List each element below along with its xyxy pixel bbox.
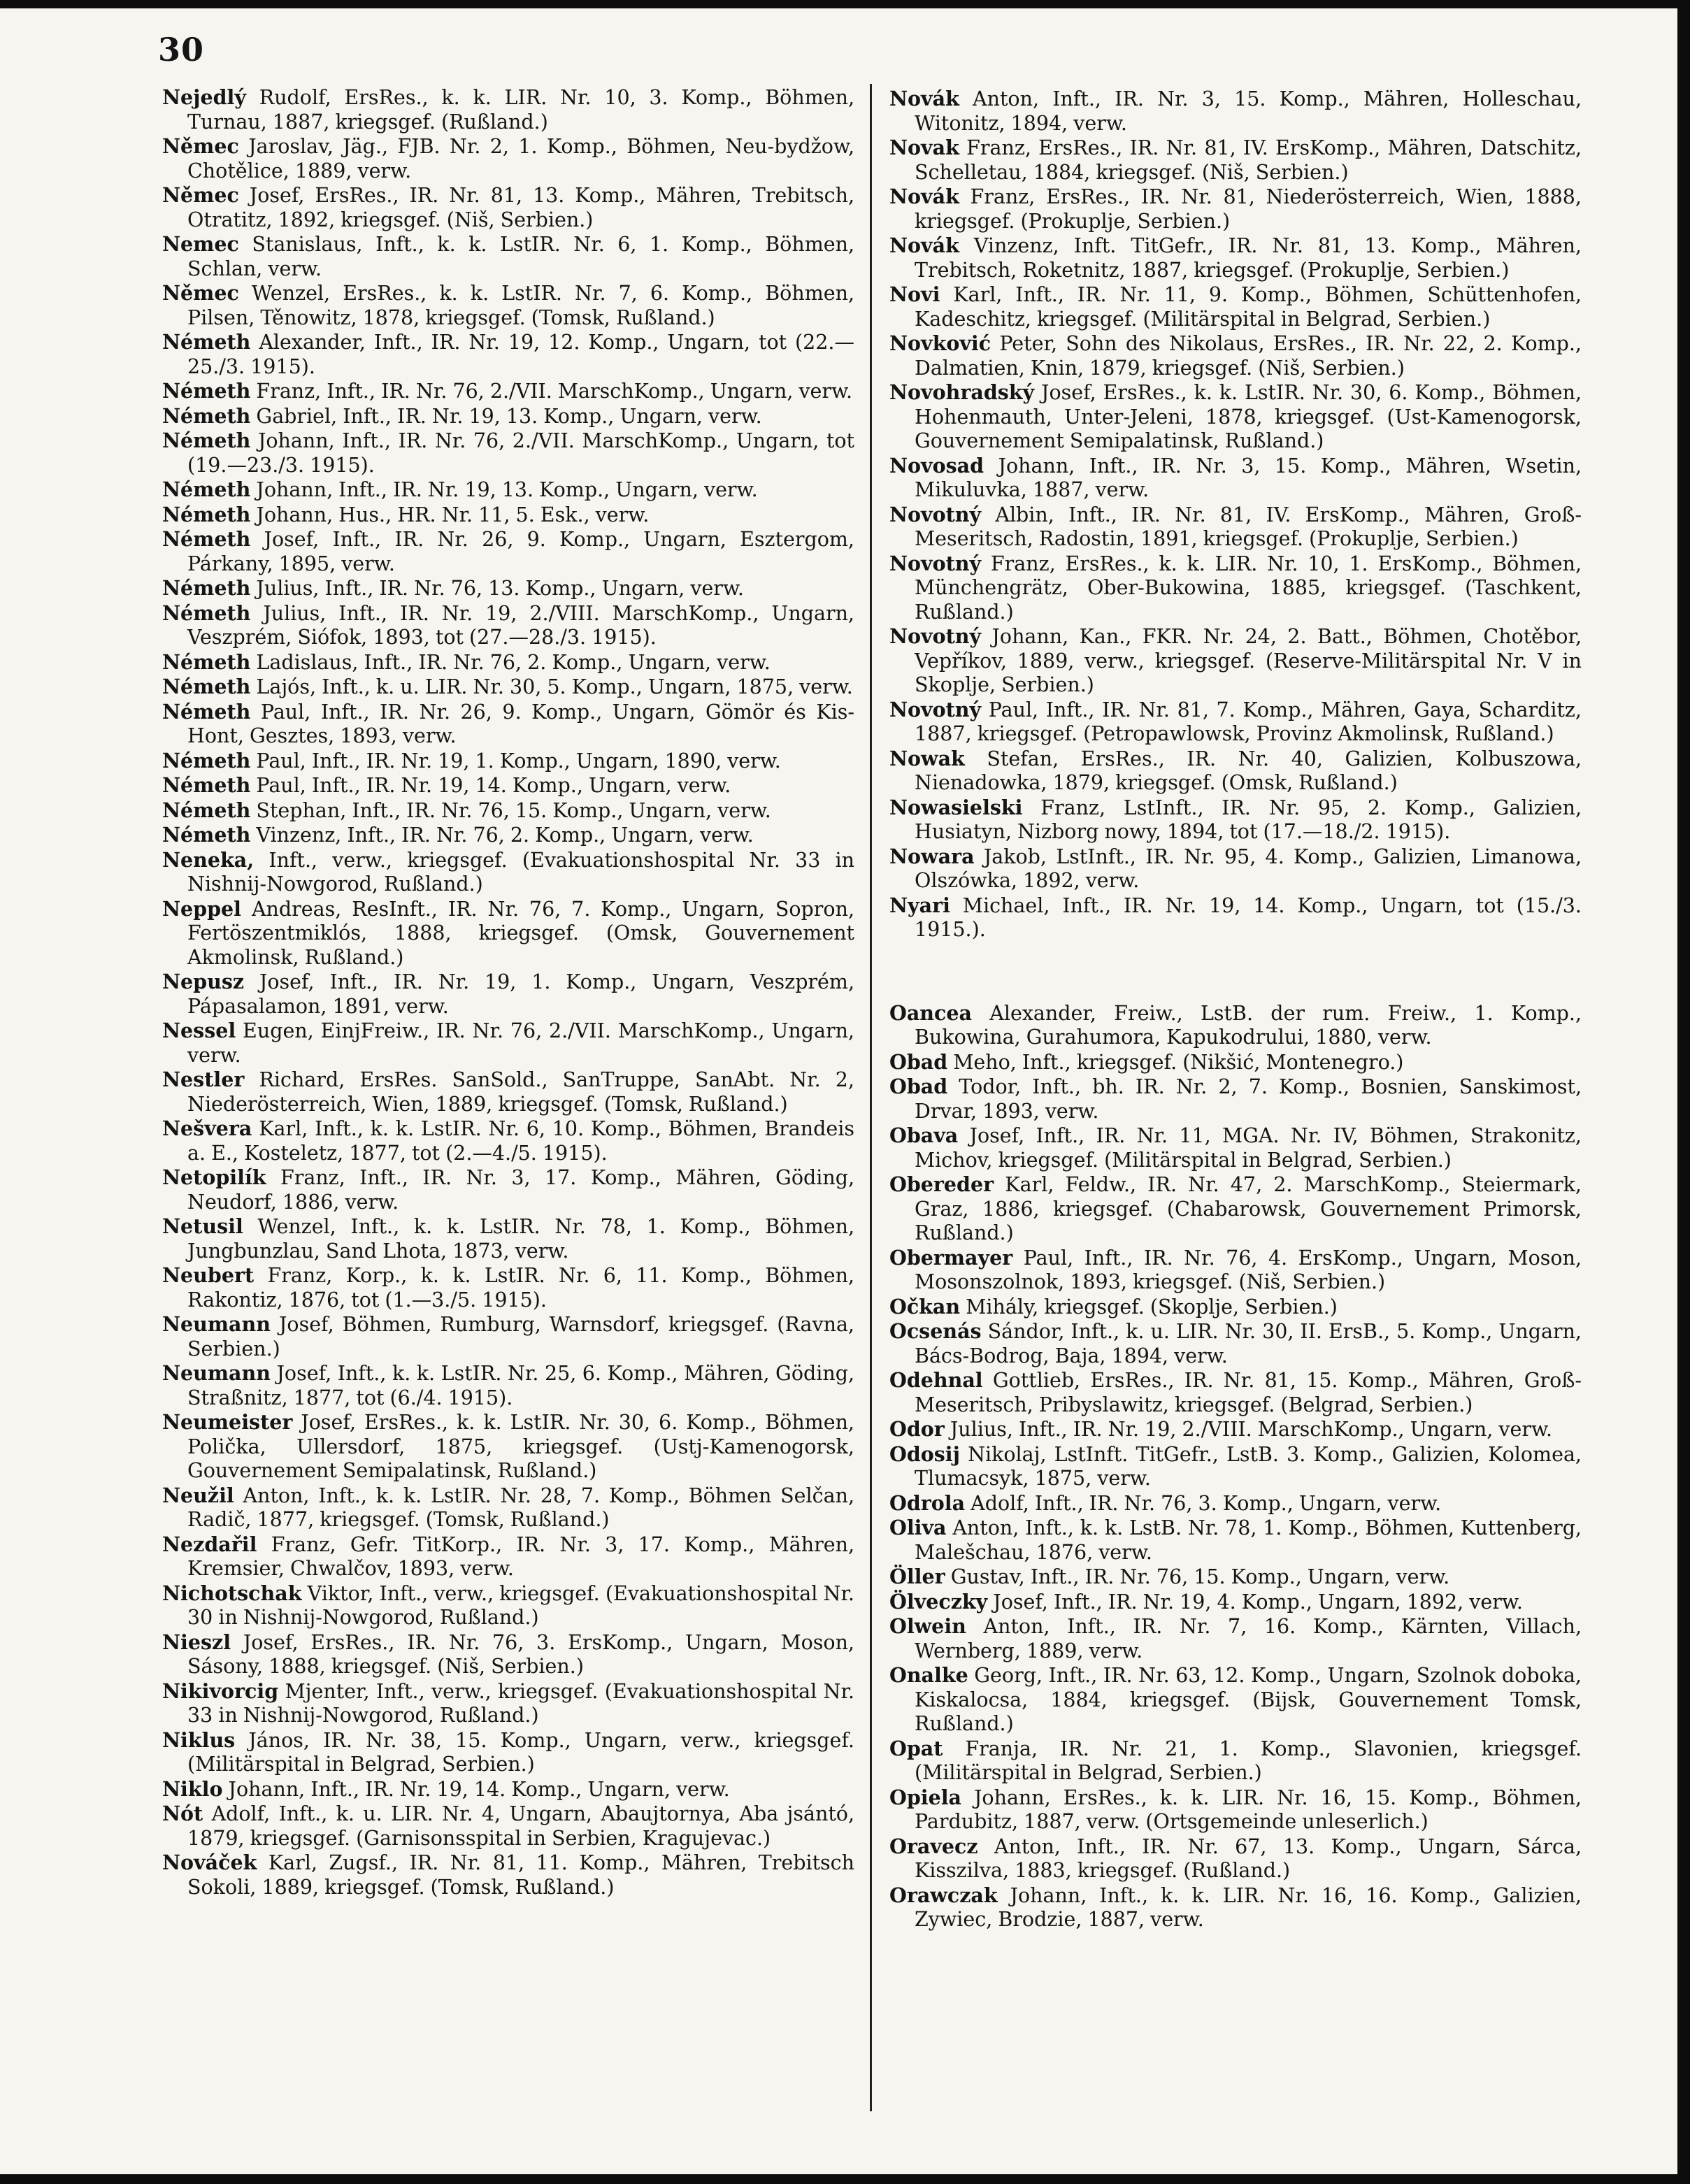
casualty-entry — [162, 773, 854, 798]
entry-surname: Novák — [889, 234, 959, 257]
entry-surname: Novak — [889, 136, 959, 159]
entry-details: Anton, Inft., IR. Nr. 67, 13. Komp., Ungarn, Sárca, Kisszilva, 1883, kriegsgef. (Rußland.) — [915, 1834, 1582, 1882]
entry-surname: Oravecz — [889, 1834, 978, 1858]
entry-surname: Németh — [162, 675, 251, 698]
entry-surname: Novotný — [889, 624, 982, 648]
entry-surname: Novković — [889, 331, 991, 355]
casualty-entry — [162, 477, 854, 503]
entry-surname: Opat — [889, 1736, 943, 1760]
entry-details: Meho, Inft., kriegsgef. (Nikšić, Montenegro.) — [953, 1050, 1404, 1074]
entry-surname: Neumann — [162, 1312, 271, 1336]
casualty-entry — [889, 1172, 1582, 1246]
casualty-entry — [889, 1590, 1582, 1615]
entry-details: Karl, Inft., k. k. LstIR. Nr. 6, 10. Komp., Böhmen, Brandeis a. E., Kosteletz, 1877, tot (2.—4./5. 1915). — [187, 1117, 854, 1165]
casualty-entry — [162, 1483, 854, 1532]
entry-surname: Novotný — [889, 697, 982, 721]
casualty-entry — [889, 1883, 1582, 1932]
casualty-entry — [162, 1263, 854, 1312]
entry-surname: Németh — [162, 477, 251, 501]
entry-details: Michael, Inft., IR. Nr. 19, 14. Komp., Ungarn, tot (15./3. 1915.). — [915, 893, 1582, 941]
entry-details: Wenzel, ErsRes., k. k. LstIR. Nr. 7, 6. Komp., Böhmen, Pilsen, Těnowitz, 1878, kriegsgef. (Tomsk, Rußland.) — [187, 282, 854, 329]
entry-surname: Nezdařil — [162, 1532, 257, 1556]
entry-details: Franz, LstInft., IR. Nr. 95, 2. Komp., Galizien, Husiatyn, Nizborg nowy, 1894, tot (17.—18./2. 1915). — [915, 796, 1582, 843]
entry-surname: Nemec — [162, 232, 239, 256]
entry-details: Paul, Inft., IR. Nr. 76, 4. ErsKomp., Ungarn, Moson, Mosonszolnok, 1893, kriegsgef. (Niš, Serbien.) — [915, 1246, 1582, 1293]
casualty-entry — [162, 970, 854, 1019]
casualty-entry — [889, 893, 1582, 942]
casualty-entry — [162, 700, 854, 749]
column-divider — [870, 84, 872, 2111]
entry-surname: Opiela — [889, 1785, 962, 1809]
entry-details: Karl, Zugsf., IR. Nr. 81, 11. Komp., Mähren, Trebitsch Sokoli, 1889, kriegsgef. (Tomsk, Rußland.) — [187, 1851, 854, 1899]
entry-details: Gottlieb, ErsRes., IR. Nr. 81, 15. Komp., Mähren, Groß-Meseritsch, Pribyslawitz, kriegsgef. (Belgrad, Serbien.) — [915, 1369, 1582, 1416]
casualty-entry — [162, 1630, 854, 1679]
entry-surname: Nejedlý — [162, 85, 246, 109]
entry-surname: Németh — [162, 527, 251, 551]
casualty-entry — [162, 527, 854, 576]
entry-details: Johann, ErsRes., k. k. LIR. Nr. 16, 15. Komp., Böhmen, Pardubitz, 1887, verw. (Ortsgemeinde unleserlich.) — [915, 1786, 1582, 1833]
casualty-entry — [162, 232, 854, 281]
casualty-entry — [162, 848, 854, 897]
entry-surname: Nieszl — [162, 1630, 231, 1654]
entry-surname: Ölveczky — [889, 1589, 988, 1614]
entry-details: Mihály, kriegsgef. (Skoplje, Serbien.) — [966, 1295, 1338, 1319]
casualty-entry — [889, 1123, 1582, 1172]
entry-details: Stanislaus, Inft., k. k. LstIR. Nr. 6, 1. Komp., Böhmen, Schlan, verw. — [187, 233, 855, 280]
entry-surname: Ocsenás — [889, 1319, 982, 1343]
casualty-entry — [889, 1246, 1582, 1295]
entry-details: Gustav, Inft., IR. Nr. 76, 15. Komp., Ungarn, verw. — [950, 1565, 1450, 1588]
entry-details: Stephan, Inft., IR. Nr. 76, 15. Komp., Ungarn, verw. — [256, 798, 771, 822]
casualty-entry — [162, 1214, 854, 1263]
entry-details: Paul, Inft., IR. Nr. 26, 9. Komp., Ungarn, Gömör és Kis-Hont, Gesztes, 1893, verw. — [187, 700, 854, 747]
entry-surname: Neumeister — [162, 1410, 293, 1434]
entry-surname: Němec — [162, 134, 239, 158]
entry-surname: Niklus — [162, 1727, 236, 1752]
entry-surname: Očkan — [889, 1294, 961, 1319]
entry-details: Julius, Inft., IR. Nr. 76, 13. Komp., Ungarn, verw. — [256, 577, 744, 600]
casualty-entry — [889, 136, 1582, 185]
entry-surname: Olwein — [889, 1614, 966, 1638]
entry-details: Mjenter, Inft., verw., kriegsgef. (Evakuationshospital Nr. 33 in Nishnij-Nowgorod, Rußland.) — [187, 1679, 854, 1727]
casualty-entry — [889, 747, 1582, 796]
entry-surname: Németh — [162, 798, 251, 822]
entry-surname: Odor — [889, 1417, 945, 1441]
casualty-entry — [162, 134, 854, 183]
casualty-entry — [889, 1516, 1582, 1565]
entry-details: Anton, Inft., k. k. LstB. Nr. 78, 1. Komp., Böhmen, Kuttenberg, Malešchau, 1876, verw. — [915, 1516, 1582, 1564]
casualty-entry — [889, 1491, 1582, 1516]
casualty-entry — [889, 282, 1582, 331]
casualty-entry — [889, 503, 1582, 552]
entry-details: Richard, ErsRes. SanSold., SanTruppe, SanAbt. Nr. 2, Niederösterreich, Wien, 1889, kriegsgef. (Tomsk, Rußland.) — [187, 1068, 854, 1116]
casualty-entry — [889, 845, 1582, 893]
entry-details: Anton, Inft., IR. Nr. 7, 16. Komp., Kärnten, Villach, Wernberg, 1889, verw. — [915, 1615, 1582, 1662]
entry-details: Franz, ErsRes., IR. Nr. 81, IV. ErsKomp., Mähren, Datschitz, Schelletau, 1884, kriegsgef. (Niš, Serbien.) — [915, 136, 1582, 184]
entry-surname: Nyari — [889, 893, 950, 917]
entry-details: Alexander, Freiw., LstB. der rum. Freiw., 1. Komp., Bukowina, Gurahumora, Kapukodrului, 1880, verw. — [915, 1001, 1582, 1049]
casualty-entry — [162, 798, 854, 824]
entry-details: Jaroslav, Jäg., FJB. Nr. 2, 1. Komp., Böhmen, Neu-bydžow, Chotělice, 1889, verw. — [187, 135, 855, 182]
entry-details: Lajós, Inft., k. u. LIR. Nr. 30, 5. Komp., Ungarn, 1875, verw. — [256, 675, 853, 698]
entry-surname: Nót — [162, 1802, 203, 1825]
entry-details: Adolf, Inft., k. u. LIR. Nr. 4, Ungarn, Abaujtornya, Aba jsántó, 1879, kriegsgef. (Garnisonsspital in Serbien, Kragujevac.) — [187, 1802, 855, 1850]
entry-surname: Nepusz — [162, 970, 245, 993]
entry-details: Josef, Inft., IR. Nr. 26, 9. Komp., Ungarn, Esztergom, Párkany, 1895, verw. — [187, 528, 854, 575]
entry-surname: Neppel — [162, 896, 241, 921]
entry-details: Alexander, Inft., IR. Nr. 19, 12. Komp., Ungarn, tot (22.—25./3. 1915). — [187, 331, 854, 378]
entry-surname: Nowasielski — [889, 795, 1023, 819]
casualty-entry — [162, 1802, 854, 1851]
casualty-entry — [889, 1075, 1582, 1123]
entry-surname: Novi — [889, 282, 940, 306]
casualty-entry — [162, 1532, 854, 1581]
entry-details: Josef, ErsRes., IR. Nr. 81, 13. Komp., Mähren, Trebitsch, Otratitz, 1892, kriegsgef. (Niš, Serbien.) — [187, 184, 855, 231]
entry-surname: Orawczak — [889, 1883, 998, 1907]
entry-details: Wenzel, Inft., k. k. LstIR. Nr. 78, 1. Komp., Böhmen, Jungbunzlau, Sand Lhota, 1873, verw. — [187, 1215, 855, 1263]
scan-border-right — [1677, 0, 1690, 2184]
scan-border-bottom — [0, 2174, 1690, 2184]
entry-surname: Novák — [889, 185, 959, 208]
entry-surname: Obad — [889, 1075, 948, 1098]
casualty-entry — [162, 1068, 854, 1116]
entry-details: Franz, Gefr. TitKorp., IR. Nr. 3, 17. Komp., Mähren, Kremsier, Chwalčov, 1893, verw. — [187, 1532, 855, 1580]
casualty-entry — [162, 675, 854, 700]
entry-details: Julius, Inft., IR. Nr. 19, 2./VIII. MarschKomp., Ungarn, Veszprém, Siófok, 1893, tot (27.—28./3. 1915). — [187, 601, 854, 649]
casualty-entry — [162, 330, 854, 379]
entry-surname: Neumann — [162, 1361, 271, 1385]
casualty-entry — [889, 1565, 1582, 1590]
entry-details: Franz, ErsRes., IR. Nr. 81, Niederösterreich, Wien, 1888, kriegsgef. (Prokuplje, Serbien.) — [915, 185, 1582, 233]
entry-surname: Németh — [162, 429, 251, 452]
entry-surname: Onalke — [889, 1663, 968, 1687]
entry-surname: Novotný — [889, 551, 982, 575]
entry-surname: Németh — [162, 748, 251, 773]
entry-surname: Nessel — [162, 1019, 236, 1042]
entry-details: Inft., verw., kriegsgef. (Evakuationshospital Nr. 33 in Nishnij-Nowgorod, Rußland.) — [187, 848, 854, 896]
entry-details: Johann, Hus., HR. Nr. 11, 5. Esk., verw. — [256, 503, 650, 526]
entry-surname: Obad — [889, 1049, 948, 1074]
casualty-entry — [162, 379, 854, 404]
entry-details: Johann, Inft., IR. Nr. 19, 14. Komp., Ungarn, verw. — [228, 1777, 730, 1801]
entry-surname: Neubert — [162, 1263, 255, 1287]
entry-surname: Odrola — [889, 1490, 966, 1515]
casualty-entry — [162, 1410, 854, 1483]
entry-details: Karl, Inft., IR. Nr. 11, 9. Komp., Böhmen, Schüttenhofen, Kadeschitz, kriegsgef. (Militärspital in Belgrad, Serbien.) — [915, 283, 1582, 331]
entry-details: Stefan, ErsRes., IR. Nr. 40, Galizien, Kolbuszowa, Nienadowka, 1879, kriegsgef. (Omsk, Rußland.) — [915, 747, 1582, 794]
entry-surname: Obermayer — [889, 1245, 1013, 1270]
entry-surname: Nešvera — [162, 1116, 252, 1140]
entry-details: Johann, Inft., k. k. LIR. Nr. 16, 16. Komp., Galizien, Zywiec, Brodzie, 1887, verw. — [915, 1883, 1582, 1931]
entry-details: Josef, Inft., IR. Nr. 19, 4. Komp., Ungarn, 1892, verw. — [993, 1590, 1523, 1614]
entry-details: Johann, Inft., IR. Nr. 3, 15. Komp., Mähren, Wsetin, Mikuluvka, 1887, verw. — [915, 454, 1582, 501]
entry-details: Vinzenz, Inft. TitGefr., IR. Nr. 81, 13. Komp., Mähren, Trebitsch, Roketnitz, 1887, kriegsgef. (Prokuplje, Serbien.) — [915, 234, 1582, 282]
entry-surname: Nestler — [162, 1068, 245, 1091]
casualty-entry — [889, 1319, 1582, 1368]
entry-surname: Németh — [162, 649, 251, 674]
entry-details: Andreas, ResInft., IR. Nr. 76, 7. Komp., Ungarn, Sopron, Fertöszentmiklós, 1888, kriegsgef. (Omsk, Gouvernement Akmolinsk, Rußland.) — [187, 897, 854, 969]
entry-details: Gabriel, Inft., IR. Nr. 19, 13. Komp., Ungarn, verw. — [256, 404, 762, 428]
casualty-entry — [889, 380, 1582, 454]
entry-details: Karl, Feldw., IR. Nr. 47, 2. MarschKomp., Steiermark, Graz, 1886, kriegsgef. (Chabarowsk, Gouvernement Primorsk, Rußland.) — [915, 1173, 1582, 1244]
casualty-entry — [162, 601, 854, 650]
entry-details: Eugen, EinjFreiw., IR. Nr. 76, 2./VII. MarschKomp., Ungarn, verw. — [187, 1019, 854, 1067]
entry-details: Johann, Inft., IR. Nr. 76, 2./VII. MarschKomp., Ungarn, tot (19.—23./3. 1915). — [187, 429, 854, 477]
casualty-entry — [162, 1312, 854, 1361]
entry-surname: Odehnal — [889, 1368, 983, 1392]
casualty-entry — [162, 749, 854, 774]
casualty-entry — [162, 404, 854, 429]
casualty-entry — [162, 1361, 854, 1410]
entry-details: Viktor, Inft., verw., kriegsgef. (Evakuationshospital Nr. 30 in Nishnij-Nowgorod, Rußland.) — [187, 1581, 854, 1629]
casualty-entry — [889, 1663, 1582, 1737]
entry-surname: Netopilík — [162, 1165, 266, 1189]
page-number: 30 — [158, 31, 205, 69]
casualty-entry — [162, 85, 854, 134]
entry-surname: Neneka, — [162, 847, 255, 872]
casualty-entry — [889, 1614, 1582, 1663]
casualty-entry — [162, 1777, 854, 1802]
entry-surname: Németh — [162, 576, 251, 600]
casualty-entry — [889, 1834, 1582, 1883]
entry-surname: Odosij — [889, 1442, 960, 1466]
casualty-entry — [889, 1442, 1582, 1491]
entry-details: Adolf, Inft., IR. Nr. 76, 3. Komp., Ungarn, verw. — [971, 1491, 1442, 1515]
scan-border-top — [0, 0, 1690, 8]
entry-surname: Novotný — [889, 502, 982, 526]
casualty-entry — [889, 796, 1582, 845]
entry-surname: Oliva — [889, 1516, 947, 1539]
casualty-entry — [162, 576, 854, 601]
entry-surname: Németh — [162, 502, 251, 526]
entry-surname: Nowara — [889, 844, 975, 868]
casualty-entry — [889, 698, 1582, 747]
entry-details: János, IR. Nr. 38, 15. Komp., Ungarn, verw., kriegsgef. (Militärspital in Belgrad, Serbien.) — [187, 1728, 854, 1776]
entry-details: Georg, Inft., IR. Nr. 63, 12. Komp., Ungarn, Szolnok doboka, Kiskalocsa, 1884, kriegsgef. (Bijsk, Gouvernement Tomsk, Rußland.) — [915, 1664, 1582, 1735]
entry-surname: Novosad — [889, 453, 984, 477]
casualty-entry — [889, 1737, 1582, 1786]
entry-surname: Öller — [889, 1565, 945, 1588]
casualty-entry — [889, 624, 1582, 698]
entry-details: Josef, Inft., IR. Nr. 19, 1. Komp., Ungarn, Veszprém, Pápasalamon, 1891, verw. — [187, 970, 855, 1018]
casualty-entry — [162, 183, 854, 232]
entry-details: Franz, Inft., IR. Nr. 3, 17. Komp., Mähren, Göding, Neudorf, 1886, verw. — [187, 1166, 854, 1214]
entry-details: Todor, Inft., bh. IR. Nr. 2, 7. Komp., Bosnien, Sanskimost, Drvar, 1893, verw. — [915, 1075, 1582, 1123]
entry-surname: Németh — [162, 601, 251, 625]
casualty-entry — [889, 1417, 1582, 1442]
entry-details: Jakob, LstInft., IR. Nr. 95, 4. Komp., Galizien, Limanowa, Olszówka, 1892, verw. — [915, 845, 1582, 892]
casualty-entry — [162, 429, 854, 477]
entry-details: Paul, Inft., IR. Nr. 81, 7. Komp., Mähren, Gaya, Scharditz, 1887, kriegsgef. (Petropawlowsk, Provinz Akmolinsk, Rußland.) — [915, 698, 1582, 745]
casualty-entry — [889, 454, 1582, 503]
entry-details: Josef, Inft., k. k. LstIR. Nr. 25, 6. Komp., Mähren, Göding, Straßnitz, 1877, tot (6./4. 1915). — [187, 1362, 855, 1409]
entry-surname: Neužil — [162, 1483, 234, 1507]
entry-details: Josef, ErsRes., k. k. LstIR. Nr. 30, 6. Komp., Böhmen, Polička, Ullersdorf, 1875, kriegsgef. (Ustj-Kamenogorsk, Gouvernement Semipalatinsk, Rußland.) — [187, 1411, 854, 1482]
casualty-entry — [162, 823, 854, 848]
entry-surname: Nikivorcig — [162, 1679, 279, 1703]
entries-o-section — [889, 1001, 1582, 1932]
casualty-entry — [162, 1581, 854, 1630]
casualty-entry — [162, 1679, 854, 1728]
casualty-entry — [889, 552, 1582, 625]
entry-details: Julius, Inft., IR. Nr. 19, 2./VIII. MarschKomp., Ungarn, verw. — [950, 1418, 1553, 1441]
entry-details: Paul, Inft., IR. Nr. 19, 14. Komp., Ungarn, verw. — [256, 774, 731, 797]
entry-details: Vinzenz, Inft., IR. Nr. 76, 2. Komp., Ungarn, verw. — [256, 824, 754, 847]
entry-details: Franz, ErsRes., k. k. LIR. Nr. 10, 1. ErsKomp., Böhmen, Münchengrätz, Ober-Bukowina, 1885, kriegsgef. (Taschkent, Rußland.) — [915, 552, 1582, 624]
casualty-entry — [889, 87, 1582, 136]
casualty-entry — [889, 1050, 1582, 1075]
casualty-entry — [889, 234, 1582, 282]
entry-surname: Németh — [162, 699, 251, 724]
casualty-entry — [162, 281, 854, 330]
section-gap — [889, 942, 1582, 1001]
entry-surname: Oancea — [889, 1000, 972, 1025]
entry-details: Nikolaj, LstInft. TitGefr., LstB. 3. Komp., Galizien, Kolomea, Tlumacsyk, 1875, verw. — [915, 1442, 1582, 1490]
casualty-entry — [889, 1295, 1582, 1320]
casualty-entry — [162, 1116, 854, 1165]
left-column — [162, 85, 854, 1899]
entry-surname: Novák — [889, 87, 959, 110]
entry-surname: Němec — [162, 281, 239, 305]
entry-surname: Németh — [162, 773, 251, 797]
entry-surname: Netusil — [162, 1214, 243, 1238]
entry-surname: Németh — [162, 823, 251, 847]
entry-details: Anton, Inft., k. k. LstIR. Nr. 28, 7. Komp., Böhmen Selčan, Radič, 1877, kriegsgef. (Tomsk, Rußland.) — [187, 1483, 855, 1531]
entry-details: Sándor, Inft., k. u. LIR. Nr. 30, II. ErsB., 5. Komp., Ungarn, Bács-Bodrog, Baja, 1894, verw. — [915, 1320, 1582, 1367]
casualty-entry — [162, 1851, 854, 1899]
casualty-entry — [162, 1728, 854, 1777]
entry-surname: Nowak — [889, 746, 965, 770]
entry-details: Peter, Sohn des Nikolaus, ErsRes., IR. Nr. 22, 2. Komp., Dalmatien, Knin, 1879, kriegsgef. (Niš, Serbien.) — [915, 332, 1582, 380]
entry-surname: Németh — [162, 403, 251, 428]
entry-details: Albin, Inft., IR. Nr. 81, IV. ErsKomp., Mähren, Groß-Meseritsch, Radostin, 1891, kriegsgef. (Prokuplje, Serbien.) — [915, 503, 1582, 550]
entry-surname: Novohradský — [889, 380, 1035, 404]
entry-details: Paul, Inft., IR. Nr. 19, 1. Komp., Ungarn, 1890, verw. — [256, 749, 781, 773]
entry-details: Johann, Inft., IR. Nr. 19, 13. Komp., Ungarn, verw. — [256, 478, 758, 501]
entry-details: Josef, ErsRes., k. k. LstIR. Nr. 30, 6. Komp., Böhmen, Hohenmauth, Unter-Jeleni, 1878, kriegsgef. (Ust-Kamenogorsk, Gouvernement Semipalatinsk, Rußland.) — [915, 381, 1582, 452]
entry-details: Anton, Inft., IR. Nr. 3, 15. Komp., Mähren, Holleschau, Witonitz, 1894, verw. — [915, 87, 1582, 135]
entry-details: Josef, Inft., IR. Nr. 11, MGA. Nr. IV, Böhmen, Strakonitz, Michov, kriegsgef. (Militärspital in Belgrad, Serbien.) — [915, 1124, 1582, 1172]
casualty-entry — [162, 503, 854, 528]
casualty-entry — [162, 1165, 854, 1214]
casualty-entry — [889, 1001, 1582, 1050]
casualty-entry — [889, 1786, 1582, 1834]
entry-details: Franja, IR. Nr. 21, 1. Komp., Slavonien, kriegsgef. (Militärspital in Belgrad, Serbien.) — [915, 1737, 1582, 1784]
entry-details: Rudolf, ErsRes., k. k. LIR. Nr. 10, 3. Komp., Böhmen, Turnau, 1887, kriegsgef. (Rußland.) — [187, 86, 854, 134]
entry-details: Johann, Kan., FKR. Nr. 24, 2. Batt., Böhmen, Chotěbor, Vepříkov, 1889, verw., kriegsgef. (Reserve-Militärspital Nr. V in Skoplje, Serbien.) — [915, 625, 1582, 696]
right-column — [889, 87, 1582, 1932]
entries-n-section — [889, 87, 1582, 942]
casualty-entry — [162, 1019, 854, 1068]
entry-details: Franz, Inft., IR. Nr. 76, 2./VII. MarschKomp., Ungarn, verw. — [256, 380, 853, 403]
entry-surname: Nichotschak — [162, 1581, 302, 1605]
entry-surname: Németh — [162, 379, 251, 403]
entry-details: Franz, Korp., k. k. LstIR. Nr. 6, 11. Komp., Böhmen, Rakontiz, 1876, tot (1.—3./5. 1915). — [187, 1264, 854, 1312]
casualty-entry — [162, 650, 854, 675]
entry-surname: Obereder — [889, 1172, 994, 1196]
casualty-entry — [889, 1368, 1582, 1417]
entry-surname: Németh — [162, 330, 251, 354]
entry-surname: Nováček — [162, 1851, 257, 1874]
entry-surname: Němec — [162, 183, 239, 207]
casualty-entry — [162, 897, 854, 970]
entry-details: Ladislaus, Inft., IR. Nr. 76, 2. Komp., Ungarn, verw. — [256, 650, 771, 674]
casualty-entry — [889, 185, 1582, 234]
entry-details: Josef, Böhmen, Rumburg, Warnsdorf, kriegsgef. (Ravna, Serbien.) — [187, 1313, 854, 1360]
entry-details: Josef, ErsRes., IR. Nr. 76, 3. ErsKomp., Ungarn, Moson, Sásony, 1888, kriegsgef. (Niš, Serbien.) — [187, 1630, 854, 1678]
entry-surname: Obava — [889, 1123, 959, 1147]
entry-surname: Niklo — [162, 1776, 223, 1801]
casualty-entry — [889, 331, 1582, 380]
